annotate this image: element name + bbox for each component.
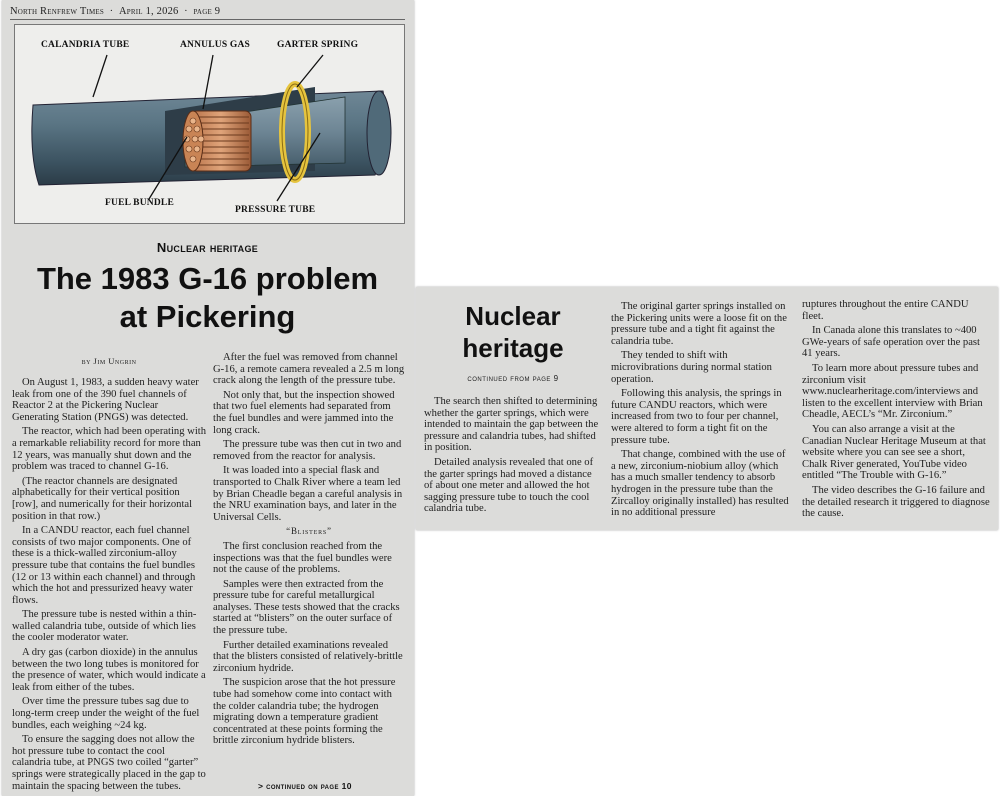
- paragraph: You can also arrange a visit at the Canadian Nuclear Heritage Museum at that website where you can see see a short, Chalk River generated, YouTube video entitled “The Trouble with G-16.”: [802, 423, 986, 482]
- paragraph: The original garter springs installed on the Pickering units were a loose fit on the pressure tube and a tight fit against the calandria tube.: [611, 301, 787, 347]
- paragraph: Further detailed examinations revealed that the blisters consisted of relatively-brittle zirconium hydride.: [213, 639, 403, 674]
- continuation-title-line-2: heritage: [462, 333, 564, 363]
- paragraph: The video describes the G-16 failure and the detailed research it triggered to diagnose the cause.: [802, 484, 990, 520]
- paragraph: The suspicion arose that the hot pressure tube had somehow come into contact with the colder calandria tube; the hydrogen migrating down a temperature gradient concentrated at these points forming the brittle zirconium hydride blisters.: [213, 677, 396, 747]
- paragraph: The reactor, which had been operating with a remarkable reliability record for more than 12 years, was manually shut down and the problem was traced to channel G-16.: [12, 426, 207, 473]
- article-headline: [10, 260, 405, 336]
- section-kicker: Nuclear heritage: [156, 240, 259, 255]
- label-pressure-tube: PRESSURE TUBE: [235, 205, 316, 215]
- headline-line-1: The 1983 G-16 problem: [36, 261, 379, 296]
- paragraph: It was loaded into a special flask and transported to Chalk River where a team led by Brian Cheadle began a careful analysis in the NRU examination bays, and later in the Universal Cells.: [213, 465, 403, 523]
- paragraph: Samples were then extracted from the pressure tube for careful metallurgical analyses. These tests showed that the cracks started at “blisters” on the outer surface of the pressure tube.: [213, 578, 400, 637]
- fuel-channel-illustration: [15, 25, 404, 223]
- label-garter-spring: GARTER SPRING: [277, 40, 359, 50]
- paragraph: In Canada alone this translates to ~400 GWe-years of safe operation over the past 41 years.: [802, 325, 980, 360]
- subhead-blisters: “Blisters”: [286, 526, 332, 537]
- paragraph: The search then shifted to determining whether the garter springs, which were intended to maintain the gap between the pressure and calandria tubes, had shifted in position.: [424, 396, 599, 454]
- continued-on-page-link: > continued on page 10: [258, 781, 352, 791]
- byline: by Jim Ungrin: [81, 356, 137, 366]
- paragraph: Over time the pressure tubes sag due to long-term creep under the weight of the fuel bundles, each weighing ~24 kg.: [12, 696, 200, 731]
- paragraph: They tended to shift with microvibrations during normal station operation.: [611, 350, 772, 385]
- paper-name: North Renfrew Times: [10, 6, 104, 17]
- fuel-bundle-shape: [183, 111, 251, 171]
- page-number: page 9: [193, 6, 221, 17]
- headline-line-2: at Pickering: [119, 299, 296, 334]
- continued-from-label: continued from page 9: [467, 374, 559, 383]
- fuel-channel-diagram: [14, 24, 405, 224]
- continuation-title: [430, 300, 596, 364]
- paragraph: Following this analysis, the springs in future CANDU reactors, which were increased from two to four per channel, were altered to form a tight fit on the pressure tube.: [611, 388, 782, 446]
- paragraph: To ensure the sagging does not allow the hot pressure tube to contact the cool calandria tube, at PNGS two coiled “garter” springs were strategically placed in the gap to maintain the spacing between the tubes.: [12, 734, 206, 792]
- paragraph: The pressure tube was then cut in two and removed from the reactor for analysis.: [213, 439, 402, 462]
- article-column-1: [12, 377, 206, 795]
- paragraph: The first conclusion reached from the inspections was that the fuel bundles were not the cause of the problems.: [213, 540, 392, 576]
- continuation-column-2: [611, 301, 791, 522]
- issue-date: April 1, 2026: [119, 6, 179, 17]
- newspaper-header: North Renfrew Times · April 1, 2026 · page 9: [10, 6, 405, 20]
- paragraph: Detailed analysis revealed that one of the garter springs had moved a distance of about one meter and allowed the hot sagging pressure tube to touch the cool calandria tube.: [424, 456, 594, 515]
- label-fuel-bundle: FUEL BUNDLE: [105, 198, 174, 208]
- paragraph: Not only that, but the inspection showed that two fuel elements had separated from the fuel bundles and were jammed into the long crack.: [213, 389, 395, 436]
- label-calandria-tube: CALANDRIA TUBE: [41, 40, 130, 50]
- paragraph: (The reactor channels are designated alphabetically for their vertical position [row], and numerically for their horizontal position in that row.): [12, 475, 193, 522]
- paragraph: A dry gas (carbon dioxide) in the annulus between the two long tubes is monitored for the presence of water, which would indicate a leak from either of the tubes.: [12, 647, 206, 693]
- paragraph: The pressure tube is nested within a thin-walled calandria tube, outside of which lies the cooler moderator water.: [12, 609, 197, 644]
- paragraph: On August 1, 1983, a sudden heavy water leak from one of the 390 fuel channels of Reactor 2 at the Pickering Nuclear Generating Station (PNGS) was detected.: [12, 377, 199, 423]
- paragraph: That change, combined with the use of a new, zirconium-niobium alloy (which has a much smaller tendency to absorb hydrogen in the pressure tube than the Zircalloy originally installed) has resulted in no additional pressure: [611, 449, 789, 519]
- continuation-column-1: [424, 396, 600, 518]
- article-column-2: [213, 352, 405, 750]
- label-annulus-gas: ANNULUS GAS: [180, 40, 251, 50]
- continuation-column-3: [802, 299, 992, 523]
- paragraph: To learn more about pressure tubes and zirconium visit www.nuclearheritage.com/interviews and listen to the excellent interview with Brian Cheadle, AECL’s “Mr. Zirconium.”: [802, 362, 983, 421]
- continuation-title-line-1: Nuclear: [465, 301, 561, 331]
- paragraph: ruptures throughout the entire CANDU fleet.: [802, 299, 969, 322]
- paragraph: In a CANDU reactor, each fuel channel consists of two major components. One of these is a thick-walled zirconium-alloy pressure tube that contains the fuel bundles (12 or 13 within each channel) and through which the hot and pressurized heavy water flows.: [12, 525, 196, 606]
- paragraph: After the fuel was removed from channel G-16, a remote camera revealed a 2.5 m long crack along the length of the pressure tube.: [213, 352, 405, 387]
